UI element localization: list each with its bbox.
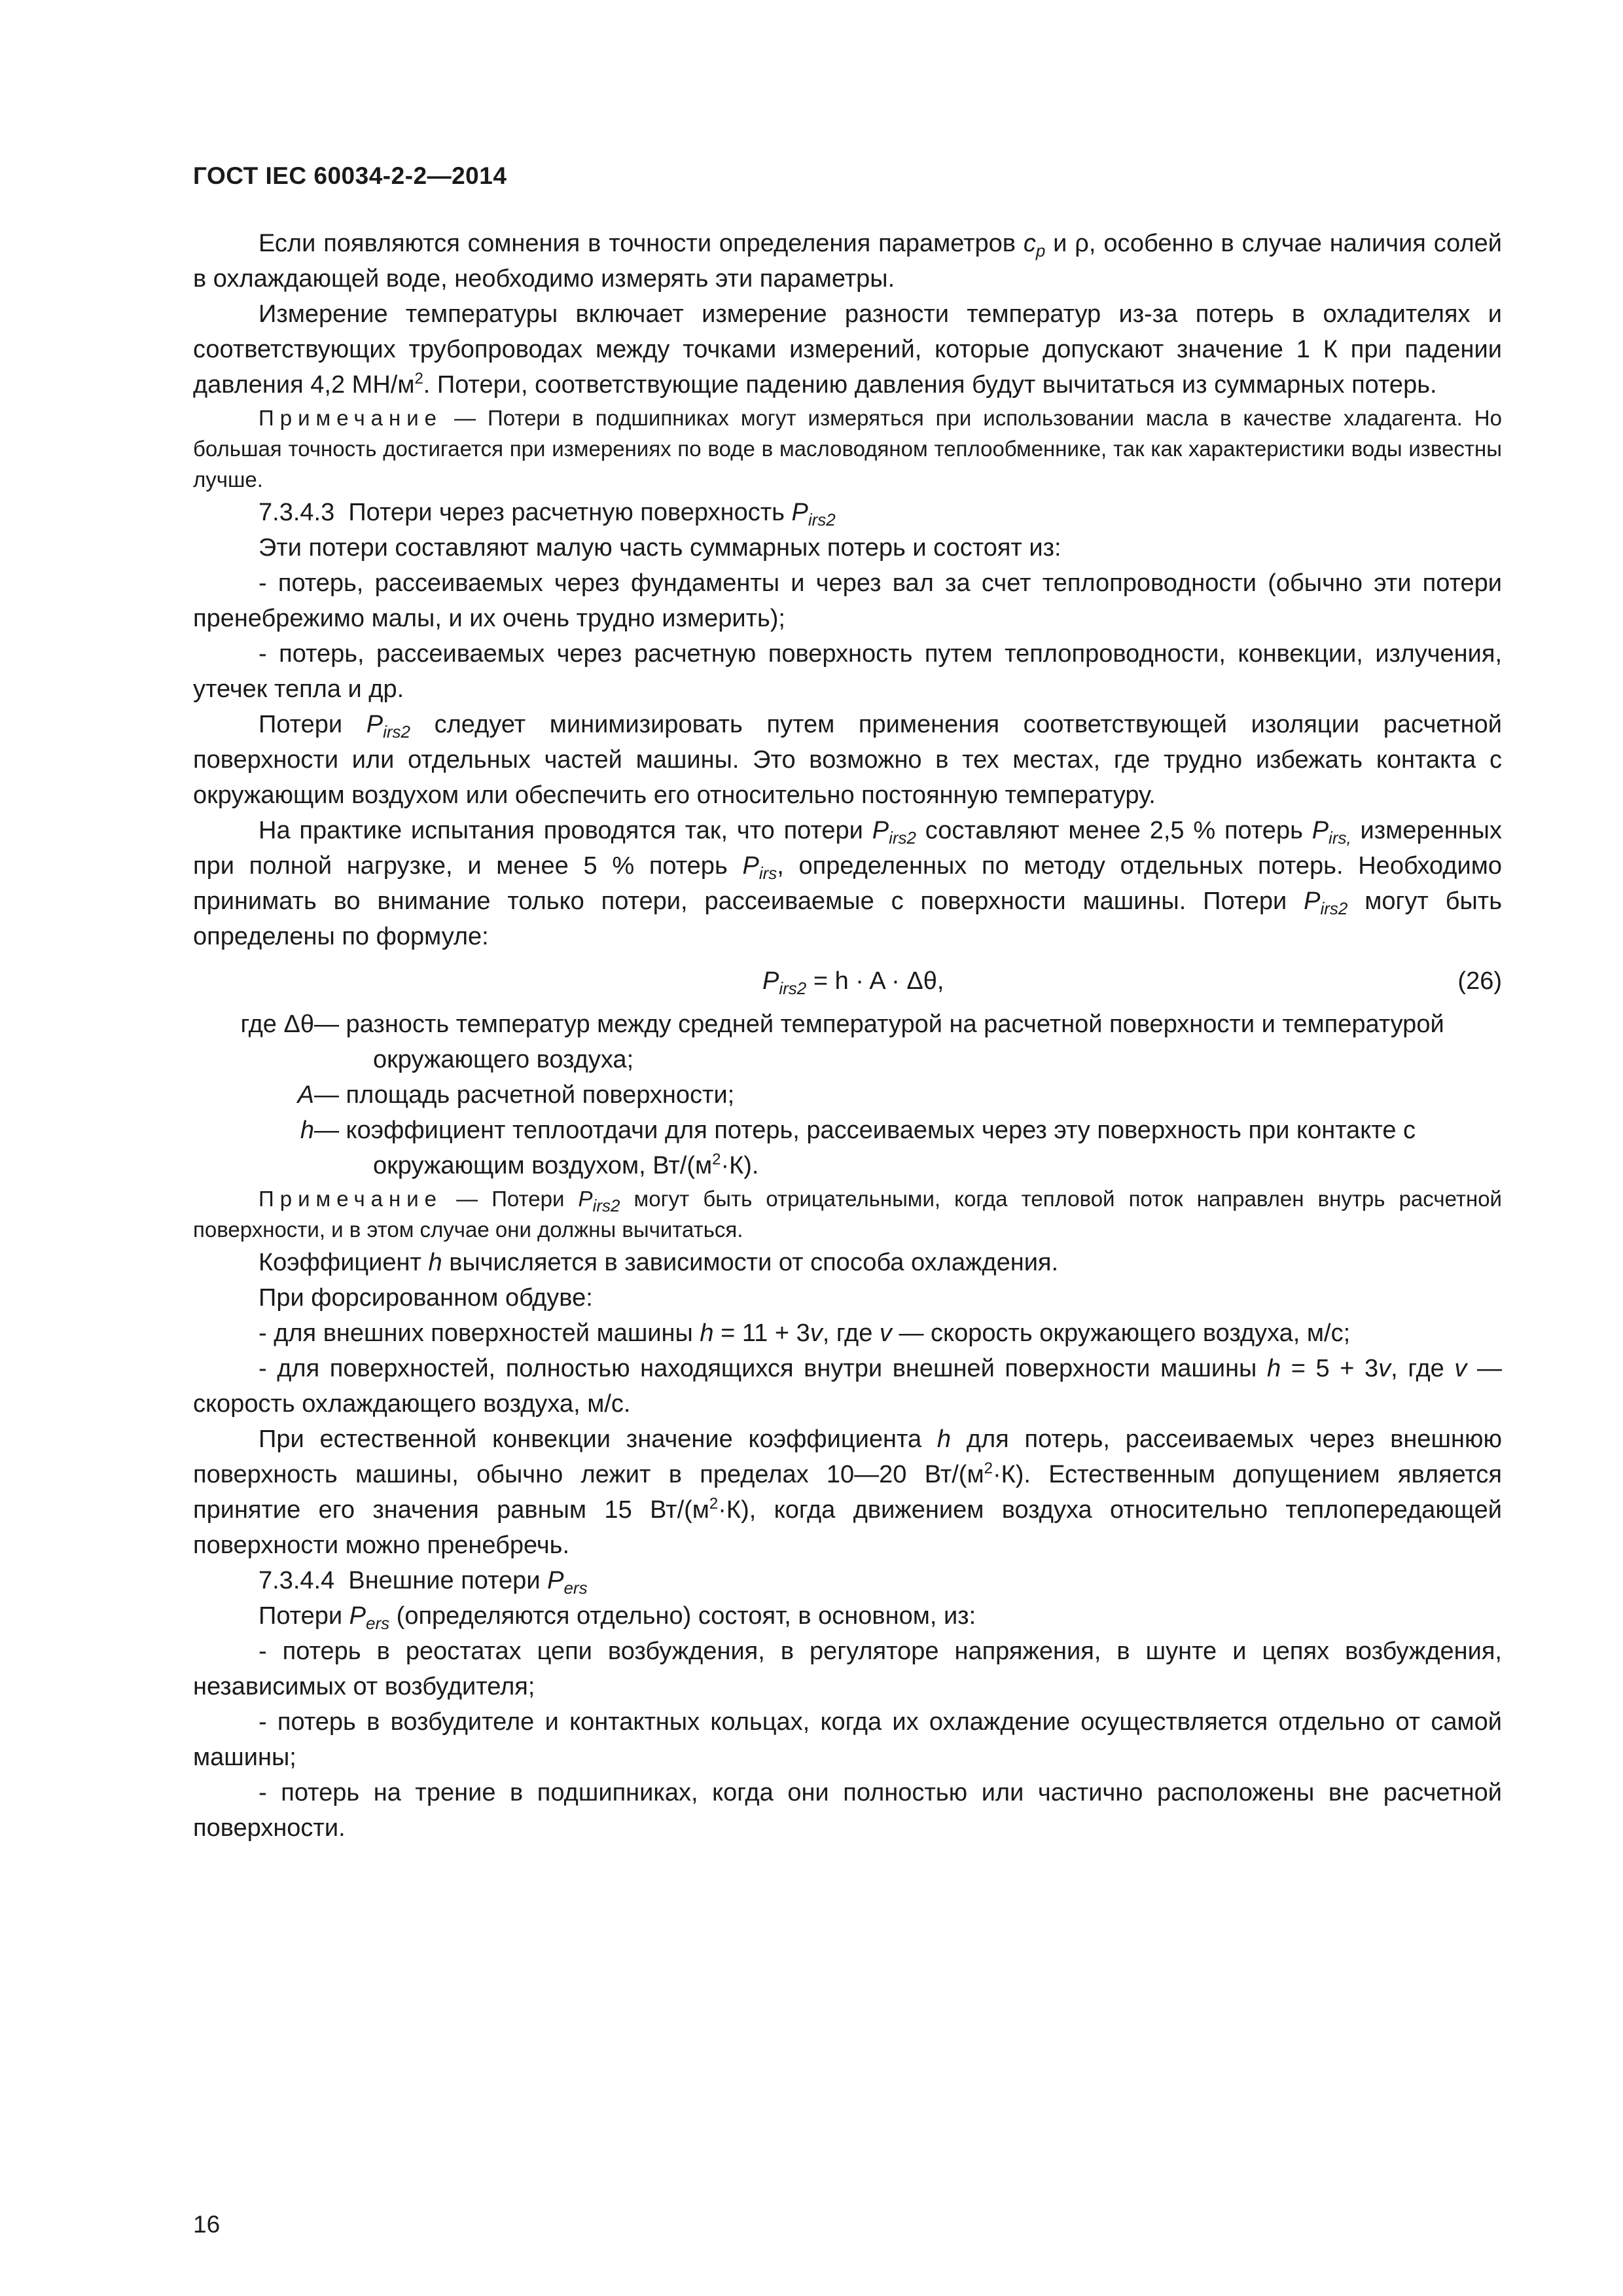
text: ·К), когда движением воздуха относительно теплопередающей поверхности можно пренебречь. [193, 1496, 1502, 1559]
text: , определенных по методу отдельных потерь. Необходимо принимать во внимание только потери, рассеиваемые с поверхности машины. Потери [193, 852, 1502, 915]
symbol-P: P [578, 1187, 593, 1211]
superscript: 2 [984, 1460, 993, 1477]
subscript: ers [366, 1613, 390, 1633]
definition-delta-theta [193, 1007, 1502, 1077]
text: , где [822, 1319, 880, 1347]
symbol-v: v [810, 1319, 823, 1347]
list-item-internal-surfaces [193, 1351, 1502, 1422]
text: Коэффициент [259, 1249, 429, 1276]
text: Измерение температуры включает измерение разности температур из-за потерь в охладителях и соответствующих трубопроводах между точками измерений, которые допускают значение 1 К при падении давления 4,2 МН/м [193, 300, 1502, 399]
note-label: Примечание [259, 406, 443, 430]
section-number: 7.3.4.4 [259, 1567, 335, 1594]
text: — разность температур между средней температурой на расчетной поверхности и температурой [314, 1011, 1444, 1038]
document-body [193, 226, 1502, 1846]
symbol-v: v [1454, 1355, 1467, 1382]
text: - для внешних поверхностей машины [259, 1319, 700, 1347]
note-label: Примечание [259, 1187, 443, 1211]
symbol-P: P [742, 852, 759, 880]
superscript: 2 [709, 1495, 719, 1513]
subscript: irs2 [383, 722, 410, 742]
formula-26 [193, 957, 1502, 1003]
subscript: irs2 [779, 978, 807, 998]
list-item-rheostat-losses: - потерь в реостатах цепи возбуждения, в регуляторе напряжения, в шунте и цепях возбуждения, независимых от возбудителя; [193, 1638, 1502, 1700]
note-text: — Потери в подшипниках могут измеряться при использовании масла в качестве хладагента. Но большая точность достигается при измерениях по воде в масловодяном теплообменнике, так как характеристики воды известны лучше. [193, 406, 1502, 492]
paragraph-external-losses [193, 1598, 1502, 1634]
page-number: 16 [193, 2211, 221, 2238]
note-text: могут быть отрицательными, когда тепловой поток направлен внутрь расчетной поверхности, и в этом случае они должны вычитаться. [193, 1187, 1502, 1242]
text: ·К). [721, 1152, 759, 1179]
symbol-v: v [879, 1319, 892, 1347]
subscript: irs2 [1320, 899, 1348, 918]
symbol-P: P [762, 967, 779, 995]
subscript: irs [758, 863, 777, 883]
symbol-P: P [791, 499, 808, 526]
text: Потери [259, 711, 366, 738]
formula-expression [762, 963, 944, 999]
section-title: Потери через расчетную поверхность [348, 499, 792, 526]
symbol-h: h [300, 1117, 314, 1144]
text: для потерь, рассеиваемых через внешнюю поверхность машины, обычно лежит в пределах 10—20 Вт/(м [193, 1426, 1502, 1488]
symbol-h: h [936, 1426, 952, 1453]
symbol-P: P [1304, 888, 1321, 915]
definition-text [314, 1007, 1502, 1077]
section-title: Внешние потери [348, 1567, 548, 1594]
formula-rhs: = h · A · Δθ, [806, 967, 944, 995]
text: Если появляются сомнения в точности определения параметров [259, 230, 1024, 257]
symbol-h: h [1266, 1355, 1281, 1382]
definition-text [314, 1113, 1502, 1183]
definition-symbol [193, 1077, 314, 1113]
text: могут быть определены по формуле: [193, 888, 1502, 950]
list-item-foundation-losses: - потерь, рассеиваемых через фундаменты и через вал за счет теплопроводности (обычно эти потери пренебрежимо малы, и их очень трудно измерить); [193, 569, 1502, 632]
subscript: irs, [1329, 828, 1351, 848]
paragraph-consist: Эти потери составляют малую часть суммарных потерь и состоят из: [259, 534, 1061, 562]
note-text: — Потери [442, 1187, 579, 1211]
text: = 5 + 3 [1281, 1355, 1379, 1382]
text: окружающего воздуха; [373, 1046, 634, 1073]
symbol-A: A [297, 1081, 314, 1109]
definition-text: — площадь расчетной поверхности; [314, 1081, 735, 1109]
text: вычисляется в зависимости от способа охлаждения. [442, 1249, 1059, 1276]
section-7-3-4-3-heading [193, 495, 1502, 530]
text: При естественной конвекции значение коэффициента [259, 1426, 937, 1453]
text: ·К). Естественным допущением является принятие его значения равным 15 Вт/(м [193, 1461, 1502, 1524]
note-bearings [193, 403, 1502, 495]
symbol-P: P [547, 1567, 564, 1594]
text: = 11 + 3 [713, 1319, 810, 1347]
text: , где [1391, 1355, 1455, 1382]
text [314, 1152, 759, 1179]
text: измеренных при полной нагрузке, и менее 5 % потерь [193, 817, 1502, 880]
symbol-c: c [1023, 230, 1036, 257]
paragraph-coefficient [193, 1245, 1502, 1280]
list-item-exciter-losses: - потерь в возбудителе и контактных кольцах, когда их охлаждение осуществляется отдельно от самой машины; [193, 1708, 1502, 1771]
symbol-P: P [349, 1602, 366, 1630]
text: . Потери, соответствующие падению давления будут вычитаться из суммарных потерь. [423, 371, 1437, 399]
text: составляют менее 2,5 % потерь [916, 817, 1312, 844]
text: — скорость окружающего воздуха, м/с; [891, 1319, 1351, 1347]
subscript: irs2 [889, 828, 916, 848]
list-item-bearing-friction-losses: - потерь на трение в подшипниках, когда они полностью или частично расположены вне расчетной поверхности. [193, 1779, 1502, 1842]
list-item-external-surfaces [193, 1316, 1502, 1351]
definition-symbol [193, 1113, 314, 1148]
formula-definitions [193, 1007, 1502, 1183]
subscript: ers [563, 1578, 588, 1598]
symbol-h: h [428, 1249, 442, 1276]
note-negative-losses [193, 1183, 1502, 1245]
formula-number: (26) [1457, 967, 1502, 995]
text: окружающим воздухом, Вт/(м [373, 1152, 713, 1179]
text: (определяются отдельно) состоят, в основном, из: [389, 1602, 976, 1630]
section-7-3-4-4-heading [193, 1563, 1502, 1598]
document-header: ГОСТ IEC 60034-2-2—2014 [193, 162, 507, 189]
section-number: 7.3.4.3 [259, 499, 335, 526]
paragraph-minimize [193, 707, 1502, 813]
text: — коэффициент теплоотдачи для потерь, рассеиваемых через эту поверхность при контакте с [314, 1117, 1416, 1144]
subscript-p: p [1035, 241, 1046, 260]
text: — скорость охлаждающего воздуха, м/с. [193, 1355, 1502, 1418]
text: Потери [259, 1602, 349, 1630]
symbol-h: h [700, 1319, 714, 1347]
list-item-surface-losses: - потерь, рассеиваемых через расчетную поверхность путем теплопроводности, конвекции, излучения, утечек тепла и др. [193, 640, 1502, 703]
paragraph-temperature-measurement [193, 296, 1502, 403]
paragraph-forced: При форсированном обдуве: [259, 1284, 593, 1312]
symbol-P: P [1311, 817, 1329, 844]
subscript: irs2 [808, 510, 836, 529]
paragraph-cp-rho [193, 226, 1502, 296]
definition-A [193, 1077, 1502, 1113]
superscript: 2 [712, 1151, 721, 1168]
symbol-P: P [872, 817, 889, 844]
subscript: irs2 [592, 1196, 620, 1215]
paragraph-practice [193, 813, 1502, 954]
superscript: 2 [414, 370, 423, 387]
text: На практике испытания проводятся так, что потери [259, 817, 872, 844]
text: и ρ, особенно в случае наличия солей в охлаждающей воде, необходимо измерять эти параметры. [193, 230, 1502, 293]
text: - для поверхностей, полностью находящихся внутри внешней поверхности машины [259, 1355, 1267, 1382]
text: следует минимизировать путем применения соответствующей изоляции расчетной поверхности или отдельных частей машины. Это возможно в тех местах, где трудно избежать контакта с окружающим воздухом или обеспечить его относительно постоянную температуру. [193, 711, 1502, 809]
paragraph-natural-convection [193, 1422, 1502, 1563]
symbol-P: P [366, 711, 383, 738]
symbol-v: v [1378, 1355, 1391, 1382]
definition-symbol: где Δθ [240, 1011, 314, 1038]
definition-h [193, 1113, 1502, 1183]
